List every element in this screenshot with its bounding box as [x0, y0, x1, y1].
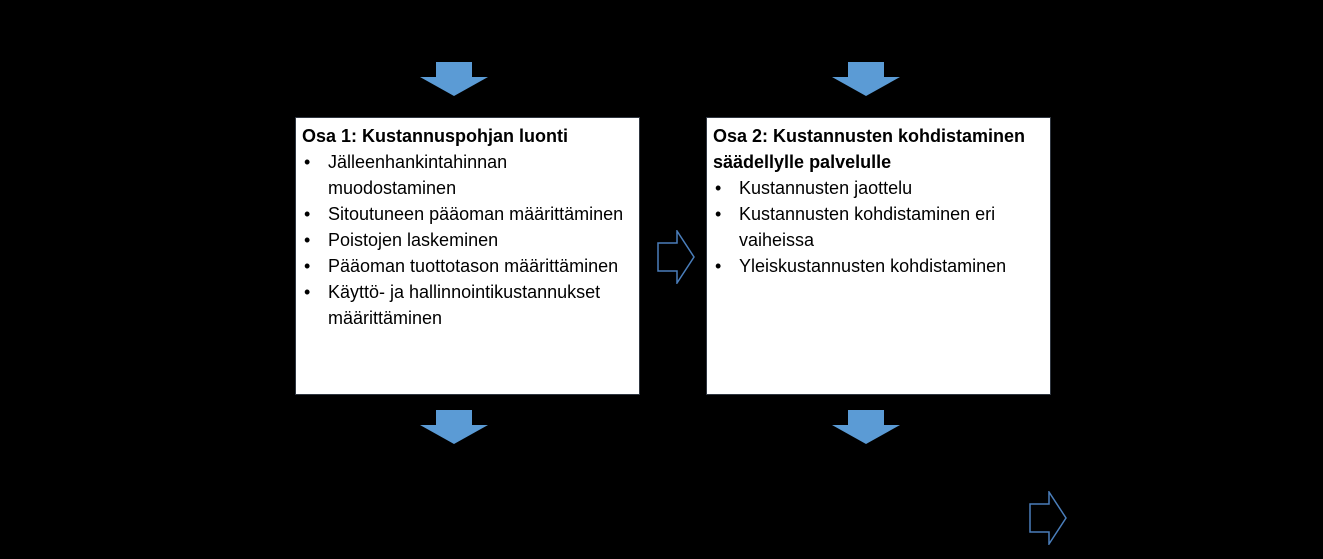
list-item: • Käyttö- ja hallinnointikustannukset määrittäminen — [304, 282, 601, 328]
part1-list — [302, 149, 629, 331]
list-item: • Sitoutuneen pääoman määrittäminen — [304, 204, 624, 224]
arrow-down-icon — [418, 410, 490, 444]
list-item: • Poistojen laskeminen — [304, 230, 499, 250]
list-item: • Jälleenhankintahinnan muodostaminen — [304, 152, 508, 198]
arrow-down-icon — [418, 62, 490, 96]
list-item: • Yleiskustannusten kohdistaminen — [715, 256, 1007, 276]
part1-box — [295, 117, 640, 395]
part2-title: Osa 2: Kustannusten kohdistaminen säädellylle palvelulle — [713, 126, 1026, 172]
part2-list — [713, 175, 1040, 279]
list-item: • Kustannusten jaottelu — [715, 178, 913, 198]
list-item: • Kustannusten kohdistaminen eri vaiheissa — [715, 204, 996, 250]
arrow-right-outline-icon — [657, 230, 695, 284]
part2-box — [706, 117, 1051, 395]
arrow-down-icon — [830, 62, 902, 96]
part1-title: Osa 1: Kustannuspohjan luonti — [302, 126, 569, 146]
arrow-right-outline-icon — [1029, 491, 1067, 545]
arrow-down-icon — [830, 410, 902, 444]
list-item: • Pääoman tuottotason määrittäminen — [304, 256, 619, 276]
